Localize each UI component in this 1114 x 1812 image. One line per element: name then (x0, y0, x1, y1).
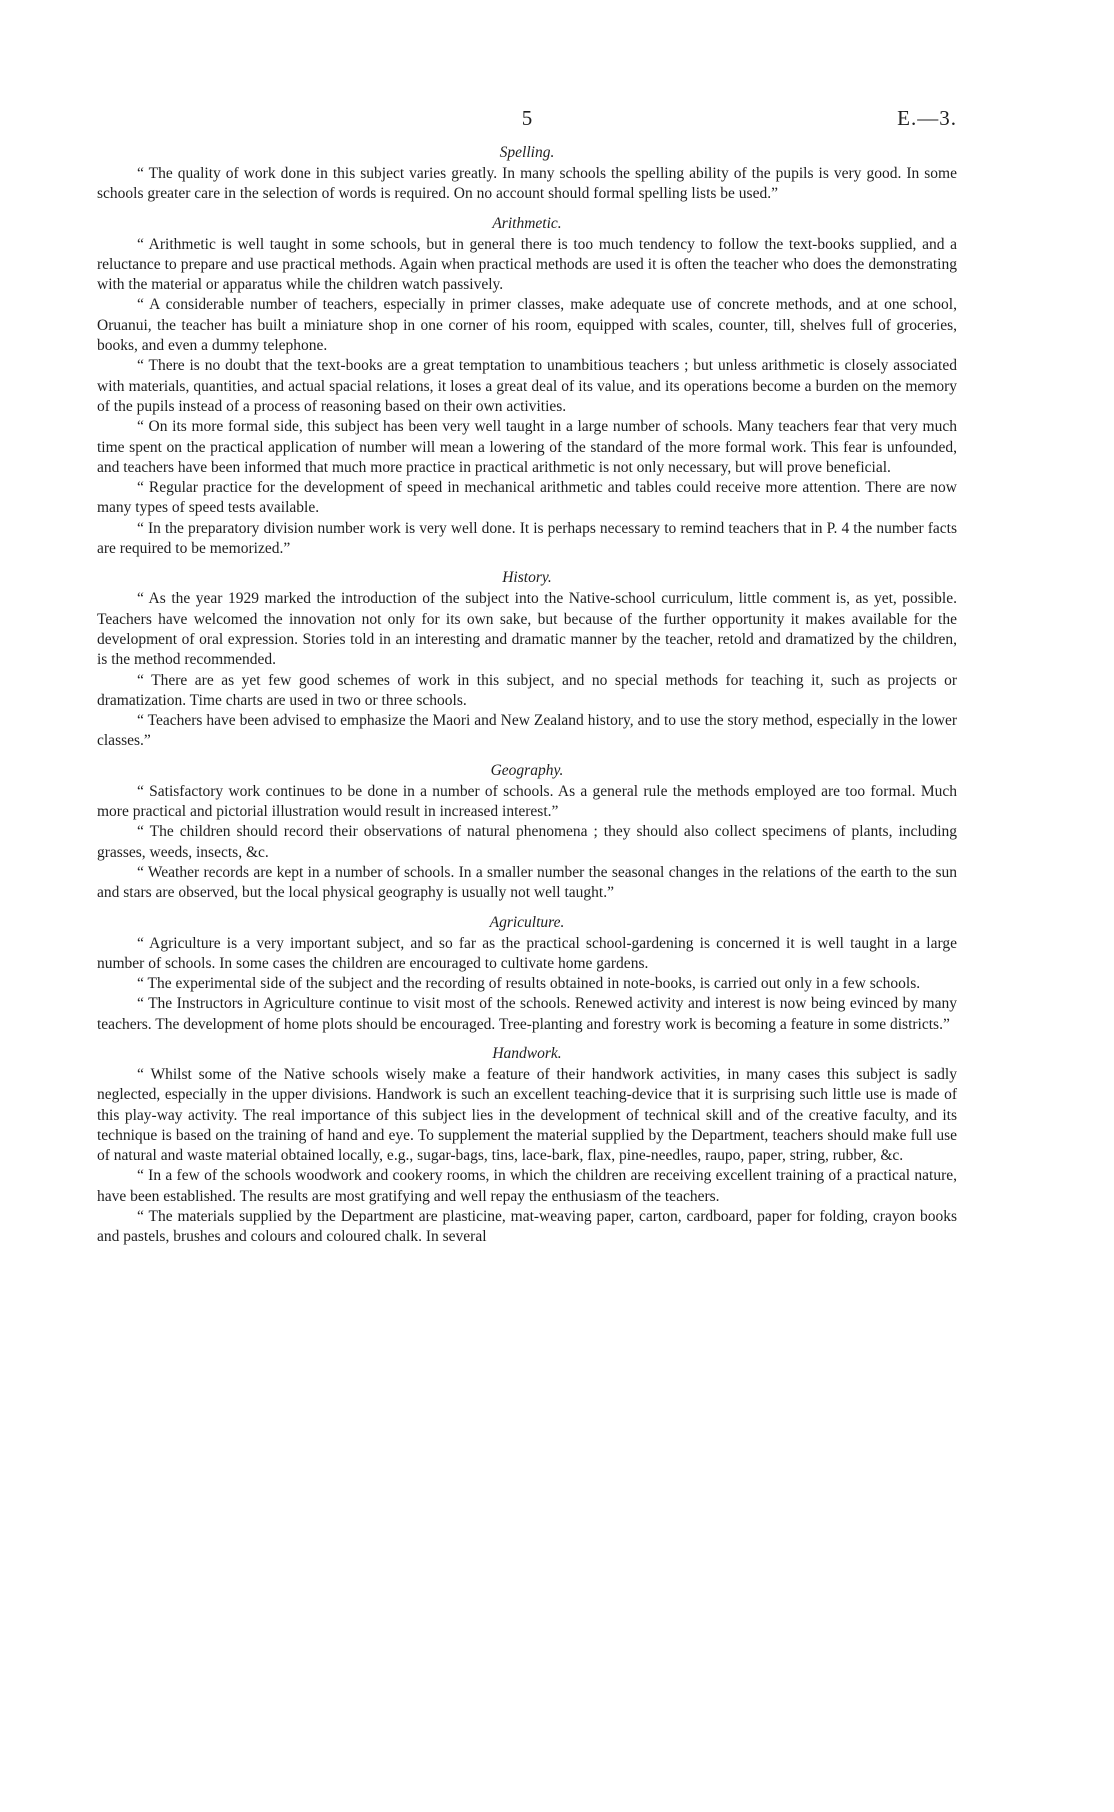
document-page (97, 106, 957, 1248)
paragraph: “ In a few of the schools woodwork and cookery rooms, in which the children are receiving excellent training of a practical nature, have been established. The results are most gratifying and well repay the enthusiasm of the teachers. (97, 1167, 957, 1205)
paragraph: “ Agriculture is a very important subject, and so far as the practical school-gardening is concerned it is well taught in a large number of schools. In some cases the children are encouraged to cultivate home gardens. (97, 934, 957, 972)
page-number: 5 (521, 106, 533, 130)
document-reference: E.—3. (897, 106, 957, 130)
paragraph: “ As the year 1929 marked the introduction of the subject into the Native-school curriculum, little comment is, as yet, possible. Teachers have welcomed the innovation not only for its own sake, but because of the further opportunity it makes available for the development of oral expression. Stories told in an interesting and dramatic manner by the teacher, retold and dramatized by the children, is the method recommended. (97, 590, 957, 669)
paragraph: “ The quality of work done in this subject varies greatly. In many schools the spelling ability of the pupils is very good. In some schools greater care in the selection of words is required. On no account should formal spelling lists be used.” (97, 165, 957, 203)
section-history (97, 569, 957, 751)
paragraph: “ In the preparatory division number work is very well done. It is perhaps necessary to remind teachers that in P. 4 the number facts are required to be memorized.” (97, 519, 957, 558)
section-title: Arithmetic. (492, 214, 562, 232)
paragraph: “ Regular practice for the development of speed in mechanical arithmetic and tables could receive more attention. There are now many types of speed tests available. (97, 479, 957, 517)
paragraph: “ On its more formal side, this subject has been very well taught in a large number of schools. Many teachers fear that very much time spent on the practical application of number will mean a lowering of the standard of the more formal work. This fear is unfounded, and teachers have been informed that much more practice in practical arithmetic is not only necessary, but will prove beneficial. (97, 418, 957, 476)
paragraph: “ Weather records are kept in a number of schools. In a smaller number the seasonal changes in the relations of the earth to the sun and stars are observed, but the local physical geography is usually not well taught.” (97, 863, 957, 902)
paragraph: “ There are as yet few good schemes of work in this subject, and no special methods for teaching it, such as projects or dramatization. Time charts are used in two or three schools. (97, 671, 957, 709)
paragraph: “ The experimental side of the subject and the recording of results obtained in note-books, is carried out only in a few schools. (137, 975, 921, 993)
section-title: Geography. (490, 761, 564, 779)
section-arithmetic (97, 215, 957, 560)
section-title: Spelling. (499, 144, 555, 161)
paragraph: “ The children should record their observations of natural phenomena ; they should also collect specimens of plants, including grasses, weeds, insects, &c. (97, 823, 957, 861)
section-agriculture (97, 914, 957, 1035)
page-header (97, 106, 957, 138)
paragraph: “ Whilst some of the Native schools wisely make a feature of their handwork activities, in many cases this subject is sadly neglected, especially in the upper divisions. Handwork is such an excellent teaching-device that it is surprising such little use is made of this play-way activity. The real importance of this subject lies in the development of technical skill and of the creative faculty, and its technique is based on the training of hand and eye. To supplement the material supplied by the Department, teachers should make full use of natural and waste material obtained locally, e.g., sugar-bags, tins, lace-bark, flax, pine-needles, raupo, paper, string, rubber, &c. (97, 1065, 957, 1165)
section-handwork (97, 1045, 957, 1248)
paragraph: “ Arithmetic is well taught in some schools, but in general there is too much tendency to follow the text-books supplied, and a reluctance to prepare and use practical methods. Again when practical methods are used it is often the teacher who does the demonstrating with the material or apparatus while the children watch passively. (97, 235, 957, 294)
paragraph: “ The materials supplied by the Department are plasticine, mat-weaving paper, carton, cardboard, paper for folding, crayon books and pastels, brushes and colours and coloured chalk. In several (97, 1208, 957, 1246)
paragraph: “ There is no doubt that the text-books are a great temptation to unambitious teachers ; but unless arithmetic is closely associated with materials, quantities, and actual spacial relations, it loses a great deal of its value, and its operations become a burden on the memory of the pupils instead of a process of reasoning based on their own activities. (97, 357, 957, 415)
section-title: Handwork. (492, 1044, 562, 1062)
section-spelling (97, 144, 957, 205)
section-geography (97, 762, 957, 904)
section-title: Agriculture. (489, 913, 565, 931)
paragraph: “ Satisfactory work continues to be done in a number of schools. As a general rule the methods employed are too formal. Much more practical and pictorial illustration would result in increased interest.” (97, 782, 957, 821)
section-title: History. (502, 569, 552, 587)
paragraph: “ A considerable number of teachers, especially in primer classes, make adequate use of concrete methods, and at one school, Oruanui, the teacher has built a miniature shop in one corner of his room, equipped with scales, counter, till, shelves full of groceries, books, and even a dummy telephone. (97, 296, 957, 355)
paragraph: “ Teachers have been advised to emphasize the Maori and New Zealand history, and to use the story method, especially in the lower classes.” (97, 712, 957, 750)
paragraph: “ The Instructors in Agriculture continue to visit most of the schools. Renewed activity and interest is now being evinced by many teachers. The development of home plots should be encouraged. Tree-planting and forestry work is becoming a feature in some districts.” (97, 995, 957, 1033)
